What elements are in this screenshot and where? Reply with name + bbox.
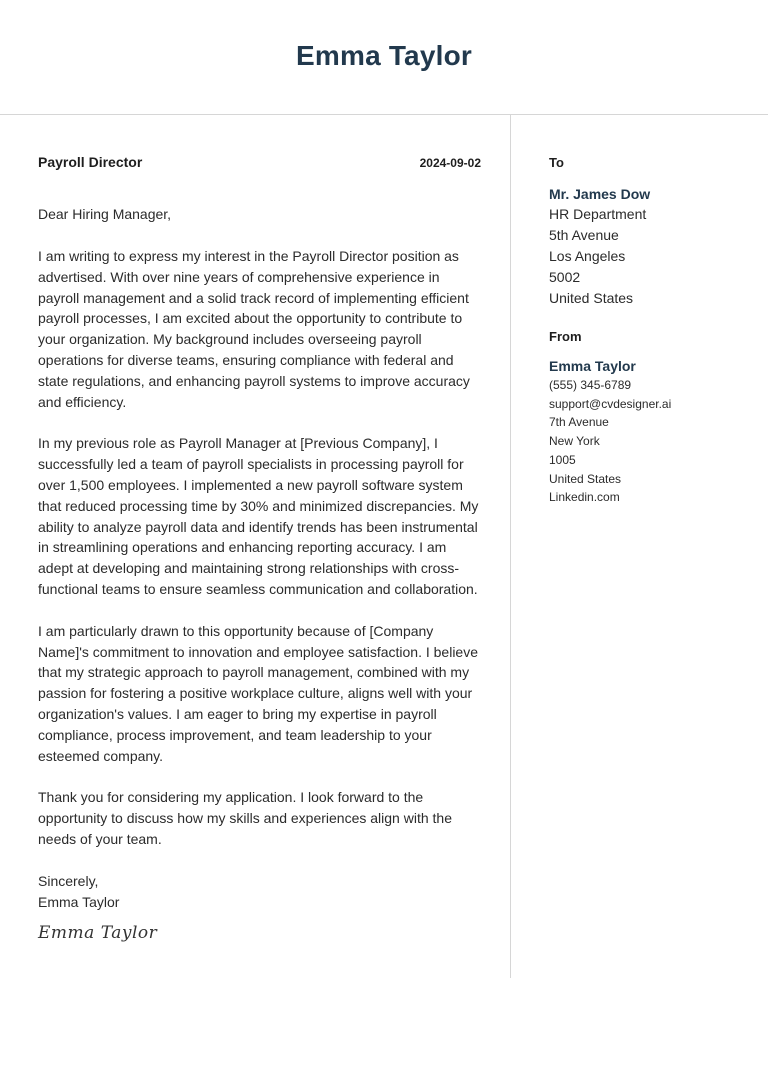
address-sidebar — [549, 154, 749, 507]
to-label: To — [549, 155, 564, 170]
sender-country: United States — [549, 471, 622, 486]
handwritten-signature: Emma Taylor — [38, 922, 158, 943]
recipient-zip: 5002 — [549, 269, 581, 285]
letter-date: 2024-09-02 — [419, 156, 481, 170]
recipient-city: Los Angeles — [549, 248, 626, 264]
from-label: From — [549, 329, 582, 344]
sender-name: Emma Taylor — [549, 358, 636, 374]
sender-email: support@cvdesigner.ai — [549, 396, 672, 411]
recipient-department: HR Department — [549, 206, 647, 222]
from-block — [549, 328, 749, 507]
applicant-name: Emma Taylor — [296, 40, 472, 71]
sender-website: Linkedin.com — [549, 490, 620, 505]
sender-city: New York — [549, 434, 600, 449]
recipient-country: United States — [549, 290, 634, 306]
sender-phone: (555) 345-6789 — [549, 378, 632, 392]
paragraph-1: I am writing to express my interest in the Payroll Director position as advertised. With over nine years of comprehensive experience in payroll management and a solid track record of implementing efficient payroll processes, I am excited about the opportunity to contribute to your organization. My background includes overseeing payroll operations for diverse teams, ensuring compliance with federal and state regulations, and enhancing payroll systems to improve accuracy and efficiency. — [38, 248, 470, 410]
job-title: Payroll Director — [38, 154, 143, 170]
paragraph-2: In my previous role as Payroll Manager at [Previous Company], I successfully led a team of payroll specialists in processing payroll for over 1,500 employees. I implemented a new payroll software system that reduced processing time by 30% and minimized discrepancies. My ability to analyze payroll data and identify trends has been instrumental in streamlining operations and enhancing reporting accuracy. I am adept at developing and maintaining strong relationships with cross-functional teams to ensure seamless communication and collaboration. — [38, 435, 479, 597]
paragraph-3: I am particularly drawn to this opportunity because of [Company Name]'s commitment to innovation and employee satisfaction. I believe that my strategic approach to payroll management, combined with my passion for fostering a positive workplace culture, aligns well with your organization's values. I am eager to bring my expertise in payroll compliance, process improvement, and team leadership to your esteemed company. — [38, 622, 479, 764]
closing-name: Emma Taylor — [38, 893, 120, 910]
column-divider — [510, 115, 511, 978]
page-header — [0, 0, 768, 115]
closing-phrase: Sincerely, — [38, 872, 99, 889]
sender-street: 7th Avenue — [549, 415, 609, 430]
recipient-name: Mr. James Dow — [549, 186, 651, 202]
letter-meta — [38, 154, 481, 176]
paragraph-4: Thank you for considering my application. I look forward to the opportunity to discuss how my skills and experiences align with the needs of your team. — [38, 789, 452, 847]
sender-zip: 1005 — [549, 452, 576, 467]
recipient-street: 5th Avenue — [549, 227, 619, 243]
letter-body — [38, 154, 481, 943]
salutation: Dear Hiring Manager, — [38, 206, 172, 222]
closing-block — [38, 871, 481, 913]
